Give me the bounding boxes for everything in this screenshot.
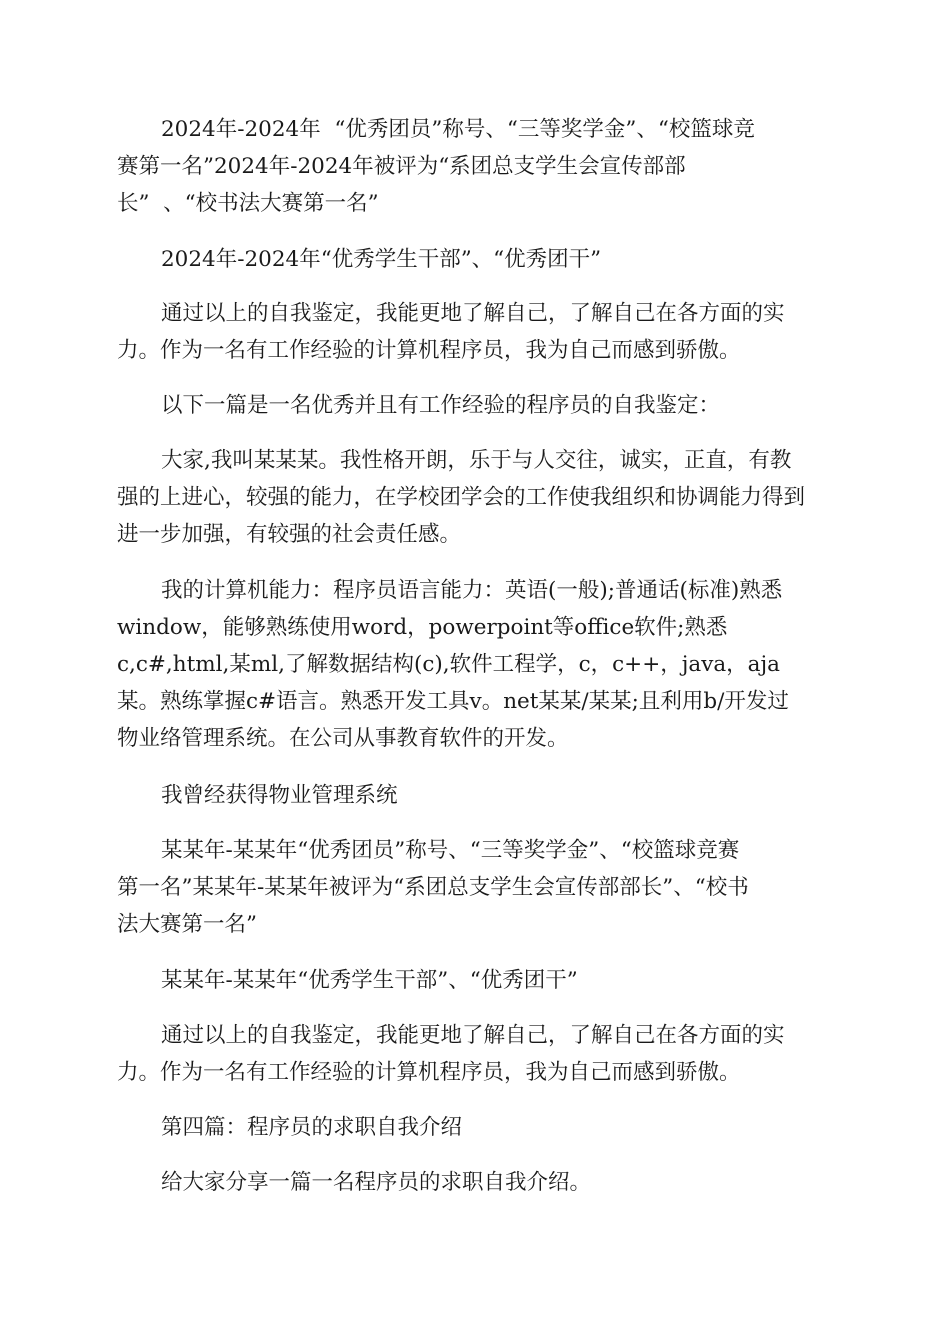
text-line: 某。熟练掌握c#语言。熟悉开发工具v。net某某/某某;且利用b/开发过 bbox=[117, 689, 789, 714]
paragraph-cadre-2024 bbox=[117, 241, 837, 278]
text-line: 法大赛第一名” bbox=[117, 912, 257, 937]
text-line: 2024年-2024年“优秀学生干部”、“优秀团干” bbox=[161, 247, 602, 272]
text-line: 力。作为一名有工作经验的计算机程序员，我为自己而感到骄傲。 bbox=[117, 1060, 741, 1085]
text-line: 通过以上的自我鉴定，我能更地了解自己，了解自己在各方面的实 bbox=[161, 301, 785, 326]
text-line: c,c#,html,某ml,了解数据结构(c),软件工程学，c，c++，java，aja bbox=[117, 652, 780, 677]
text-line: 以下一篇是一名优秀并且有工作经验的程序员的自我鉴定： bbox=[161, 393, 721, 418]
text-line: 我的计算机能力：程序员语言能力：英语(一般);普通话(标准)熟悉 bbox=[161, 578, 783, 603]
text-line: 赛第一名”2024年-2024年被评为“系团总支学生会宣传部部 bbox=[117, 154, 686, 179]
text-line: 2024年-2024年 “优秀团员”称号、“三等奖学金”、“校篮球竞 bbox=[161, 117, 755, 142]
text-line: 某某年-某某年“优秀学生干部”、“优秀团干” bbox=[161, 968, 578, 993]
paragraph-conclusion-2 bbox=[117, 1017, 837, 1091]
paragraph-intro-next bbox=[117, 387, 837, 424]
text-line: 大家,我叫某某某。我性格开朗，乐于与人交往，诚实，正直，有教 bbox=[161, 448, 792, 473]
text-line: 力。作为一名有工作经验的计算机程序员，我为自己而感到骄傲。 bbox=[117, 338, 741, 363]
text-line: 通过以上的自我鉴定，我能更地了解自己，了解自己在各方面的实 bbox=[161, 1023, 785, 1048]
paragraph-personality bbox=[117, 442, 837, 553]
text-line: 我曾经获得物业管理系统 bbox=[161, 783, 398, 808]
text-line: 物业络管理系统。在公司从事教育软件的开发。 bbox=[117, 726, 569, 751]
paragraph-awards-mmm bbox=[117, 832, 837, 943]
text-line: 长” 、“校书法大赛第一名” bbox=[117, 191, 379, 216]
text-line: window，能够熟练使用word，powerpoint等office软件;熟悉 bbox=[117, 615, 728, 640]
paragraph-obtained bbox=[117, 777, 837, 814]
text-line: 给大家分享一篇一名程序员的求职自我介绍。 bbox=[161, 1170, 592, 1195]
paragraph-awards-2024 bbox=[117, 111, 837, 222]
text-line: 进一步加强，有较强的社会责任感。 bbox=[117, 522, 462, 547]
text-line: 某某年-某某年“优秀团员”称号、“三等奖学金”、“校篮球竞赛 bbox=[161, 838, 740, 863]
paragraph-cadre-mmm bbox=[117, 962, 837, 999]
paragraph-computer-skills bbox=[117, 572, 837, 757]
section-heading-part4 bbox=[117, 1109, 837, 1146]
text-line: 第四篇：程序员的求职自我介绍 bbox=[161, 1115, 463, 1140]
text-line: 第一名”某某年-某某年被评为“系团总支学生会宣传部部长”、“校书 bbox=[117, 875, 749, 900]
paragraph-share-intro bbox=[117, 1164, 837, 1201]
paragraph-conclusion-1 bbox=[117, 295, 837, 369]
text-line: 强的上进心，较强的能力，在学校团学会的工作使我组织和协调能力得到 bbox=[117, 485, 806, 510]
